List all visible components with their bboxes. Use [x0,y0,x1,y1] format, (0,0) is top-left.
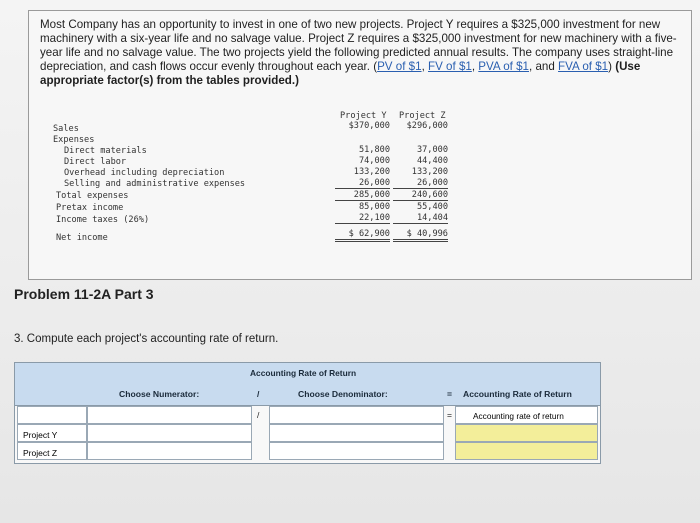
row-y: 285,000 [335,190,390,201]
denominator-header: Choose Denominator: [298,389,388,399]
row-label-project-z: Project Z [23,448,58,458]
blank-cell [17,406,87,424]
link-fv[interactable]: FV of $1 [428,60,472,73]
sales-y: $370,000 [348,121,390,131]
row-label: Pretax income [56,203,124,213]
result-subheader: Accounting rate of return [473,411,564,421]
row-label: Direct materials [64,146,147,156]
row-z: 44,400 [416,156,448,166]
row-z: $ 40,996 [393,229,448,242]
link-pva[interactable]: PVA of $1 [478,60,530,73]
sales-z: $296,000 [406,121,448,131]
denominator-input-project-z[interactable] [269,442,444,460]
divide-sign: / [257,389,260,399]
row-label: Net income [56,233,108,243]
row-label-project-y: Project Y [23,430,58,440]
row-y: $ 62,900 [335,229,390,242]
row-y: 85,000 [358,202,390,212]
numerator-input-header[interactable] [87,406,252,424]
and-text: and [535,60,555,73]
result-header: Accounting Rate of Return [463,389,572,399]
row-label: Direct labor [64,157,127,167]
row-y: 51,800 [358,145,390,155]
arr-title: Accounting Rate of Return [250,368,357,378]
row-label: Income taxes (26%) [56,215,150,225]
row-y: 26,000 [335,178,390,189]
result-project-y[interactable] [455,424,598,442]
numerator-input-project-y[interactable] [87,424,252,442]
row-y: 22,100 [335,213,390,224]
row-label-cell [17,442,87,460]
question-text: 3. Compute each project's accounting rate of return. [14,333,279,345]
row-z: 133,200 [411,167,448,177]
row-z: 37,000 [416,145,448,155]
intro-text: Most Company has an opportunity to invest in one of two new projects. Project Y requires a $325,000 investment for new machinery with a six-year life and no salvage value. Project Z requires a $325,000 investment for new machinery with a five-year life and no salvage value. The two projects yield the following predicted annual results. The company uses straight-line depreciation, and cash flows occur evenly throughout each year. [40,18,677,73]
col-header-y: Project Y [340,111,387,121]
sales-label: Sales [53,124,79,134]
answer-header-row [15,383,600,406]
link-fva[interactable]: FVA of $1 [558,60,609,73]
result-subheader-cell [455,406,598,424]
problem-intro: Most Company has an opportunity to invest in one of two new projects. Project Y requires a $325,000 investment for new machinery with a six-year life and no salvage value. Project Z requires a $325,000 investment for new machinery with a five-year life and no salvage value. The two projects yield the following predicted annual results. The company uses straight-line depreciation, and cash flows occur evenly throughout each year. (PV of $1, FV of $1, PVA of $1, and FVA of $1) (Use appropriate factor(s) from the tables provided.) [40,18,677,87]
denominator-input-header[interactable] [269,406,444,424]
row-z: 26,000 [393,178,448,189]
row-y: 133,200 [353,167,390,177]
link-pv[interactable]: PV of $1 [377,60,422,73]
col-header-z: Project Z [399,111,446,121]
numerator-input-project-z[interactable] [87,442,252,460]
expenses-label: Expenses [53,135,95,145]
row-z: 240,600 [393,190,448,201]
equals-sign: = [447,410,452,420]
denominator-input-project-y[interactable] [269,424,444,442]
row-z: 55,400 [416,202,448,212]
row-y: 74,000 [358,156,390,166]
row-label: Overhead including depreciation [64,168,225,178]
answer-table [14,362,601,464]
result-project-z[interactable] [455,442,598,460]
row-label: Selling and administrative expenses [64,179,246,189]
row-label-cell [17,424,87,442]
answer-table-title [15,363,600,384]
row-label: Total expenses [56,191,129,201]
numerator-header: Choose Numerator: [119,389,200,399]
instruction-text: (Use appropriate factor(s) from the tables provided.) [40,60,641,87]
equals-sign: = [447,389,453,399]
part-title: Problem 11-2A Part 3 [14,286,154,302]
divide-sign: / [257,410,260,420]
row-z: 14,404 [393,213,448,224]
